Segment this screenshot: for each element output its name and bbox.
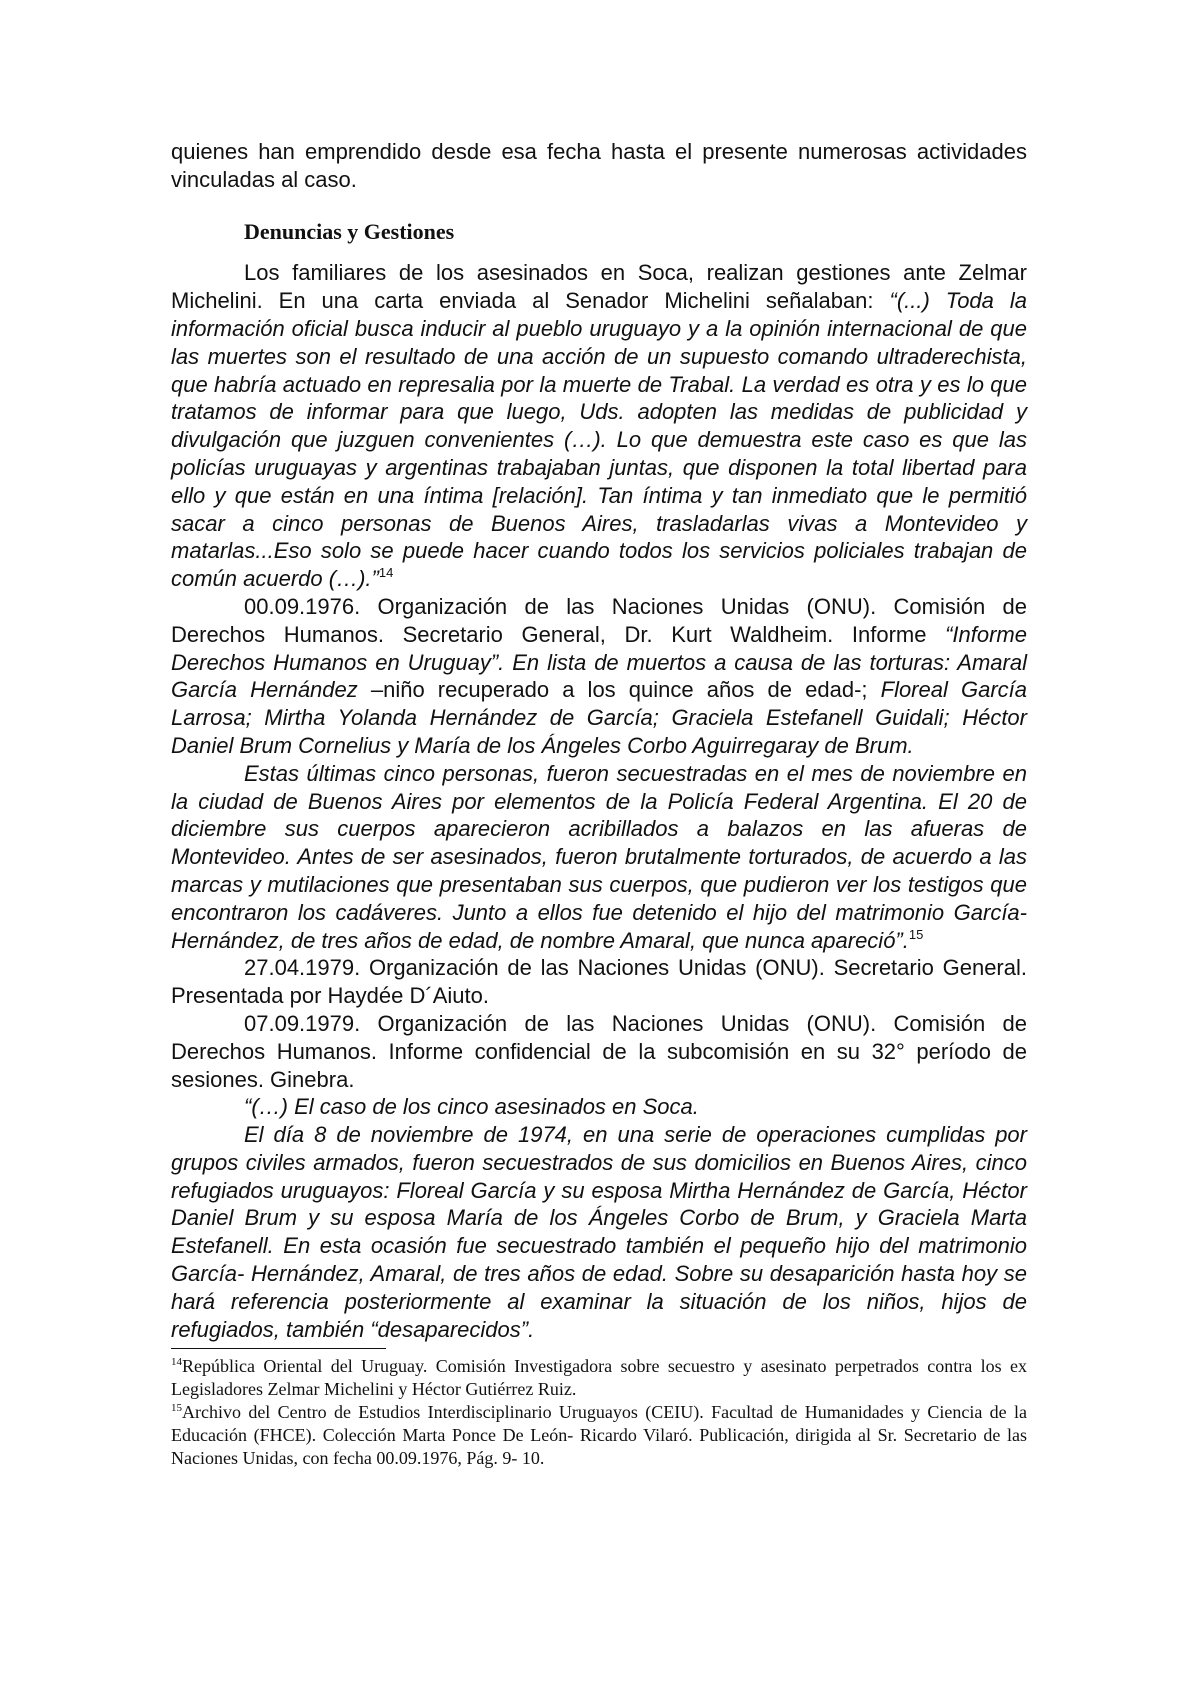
footnote-number: 15: [171, 1402, 182, 1415]
footnote-separator: [171, 1348, 386, 1349]
italic-text: Floreal García Larrosa; Mirtha Yolanda Hernández de García; Graciela Estefanell Guidali; Héctor Daniel Brum Cornelius y María de los Ángeles Corbo Aguirregaray de Brum.: [171, 677, 1028, 758]
paragraph-text: 00.09.1976. Organización de las Naciones Unidas (ONU). Comisión de Derechos Humanos. Secretario General, Dr. Kurt Waldheim. Informe: [171, 593, 1027, 647]
paragraph-soca-case-title: [171, 1093, 1027, 1121]
paragraph-five-persons: [171, 760, 1027, 955]
footnote-15: [171, 1401, 1027, 1470]
paragraph-michelini-letter: [171, 259, 1027, 593]
footnote-14: [171, 1355, 1027, 1401]
paragraph-text: Los familiares de los asesinados en Soca, realizan gestiones ante Zelmar Michelini. En una carta enviada al Senador Michelini señalaban:: [171, 260, 1027, 314]
paragraph-onu-1976: [171, 593, 1027, 760]
footnote-text: República Oriental del Uruguay. Comisión Investigadora sobre secuestro y asesinato perpetrados contra los ex Legisladores Zelmar Michelini y Héctor Gutiérrez Ruiz.: [171, 1356, 1027, 1400]
intro-paragraph: quienes han emprendido desde esa fecha hasta el presente numerosas actividades vinculadas al caso.: [171, 139, 1027, 192]
spacer: [171, 194, 1027, 218]
italic-text: Estas últimas cinco personas, fueron secuestradas en el mes de noviembre en la ciudad de Buenos Aires por elementos de la Policía Federal Argentina. El 20 de diciembre sus cuerpos aparecieron acribillados a balazos en las afueras de Montevideo. Antes de ser asesinados, fueron brutalmente torturados, de acuerdo a las marcas y mutilaciones que presentaban sus cuerpos, que pudieron ver los testigos que encontraron los cadáveres. Junto a ellos fue detenido el hijo del matrimonio García-Hernández, de tres años de edad, de nombre Amaral, que nunca apareció”.: [171, 760, 1027, 953]
section-heading: Denuncias y Gestiones: [244, 218, 455, 244]
italic-text: El día 8 de noviembre de 1974, en una serie de operaciones cumplidas por grupos civiles armados, fueron secuestrados de sus domicilios en Buenos Aires, cinco refugiados uruguayos: Floreal García y su esposa Mirtha Hernández de García, Héctor Daniel Brum y su esposa María de los Ángeles Corbo de Brum, y Graciela Marta Estefanell. En esta ocasión fue secuestrado también el pequeño hijo del matrimonio García- Hernández, Amaral, de tres años de edad. Sobre su desaparición hasta hoy se hará referencia posteriormente al examinar la situación de los niños, hijos de refugiados, también “desaparecidos”.: [171, 1122, 1027, 1342]
document-page: [171, 138, 1027, 1470]
paragraph-text: –niño recuperado a los quince años de edad-;: [357, 677, 881, 703]
paragraph-onu-1979-april: 27.04.1979. Organización de las Naciones Unidas (ONU). Secretario General. Presentada por Haydée D´Aiuto.: [171, 955, 1027, 1009]
quoted-letter: “(...) Toda la información oficial busca inducir al pueblo uruguayo y a la opinión internacional de que las muertes son el resultado de una acción de un supuesto comando ultraderechista, que habría actuado en represalia por la muerte de Trabal. La verdad es otra y es lo que tratamos de informar para que luego, Uds. adopten las medidas de publicidad y divulgación que juzguen convenientes (…). Lo que demuestra este caso es que las policías uruguayas y argentinas trabajaban juntas, que disponen la total libertad para ello y que están en una íntima [relación]. Tan íntima y tan inmediato que le permitió sacar a cinco personas de Buenos Aires, trasladarlas vivas a Montevideo y matarlas...Eso solo se puede hacer cuando todos los servicios policiales trabajan de común acuerdo (…).”: [171, 288, 1027, 592]
footnote-ref-15: 15: [908, 926, 924, 942]
footnote-number: 14: [171, 1356, 182, 1369]
paragraph-soca-case: [171, 1121, 1027, 1343]
italic-text: “(…) El caso de los cinco asesinados en Soca.: [244, 1094, 699, 1120]
paragraph-onu-1979-september: 07.09.1979. Organización de las Naciones Unidas (ONU). Comisión de Derechos Humanos. Informe confidencial de la subcomisión en su 32° período de sesiones. Ginebra.: [171, 1010, 1027, 1092]
footnote-text: Archivo del Centro de Estudios Interdisciplinario Uruguayos (CEIU). Facultad de Humanidades y Ciencia de la Educación (FHCE). Colección Marta Ponce De León- Ricardo Vilaró. Publicación, dirigida al Sr. Secretario de las Naciones Unidas, con fecha 00.09.1976, Pág. 9- 10.: [171, 1402, 1027, 1469]
footnote-ref-14: 14: [378, 565, 394, 581]
italic-text: “Informe Derechos Humanos en Uruguay”. En lista de muertos a causa de las torturas: Amaral García Hernández: [171, 621, 1027, 703]
